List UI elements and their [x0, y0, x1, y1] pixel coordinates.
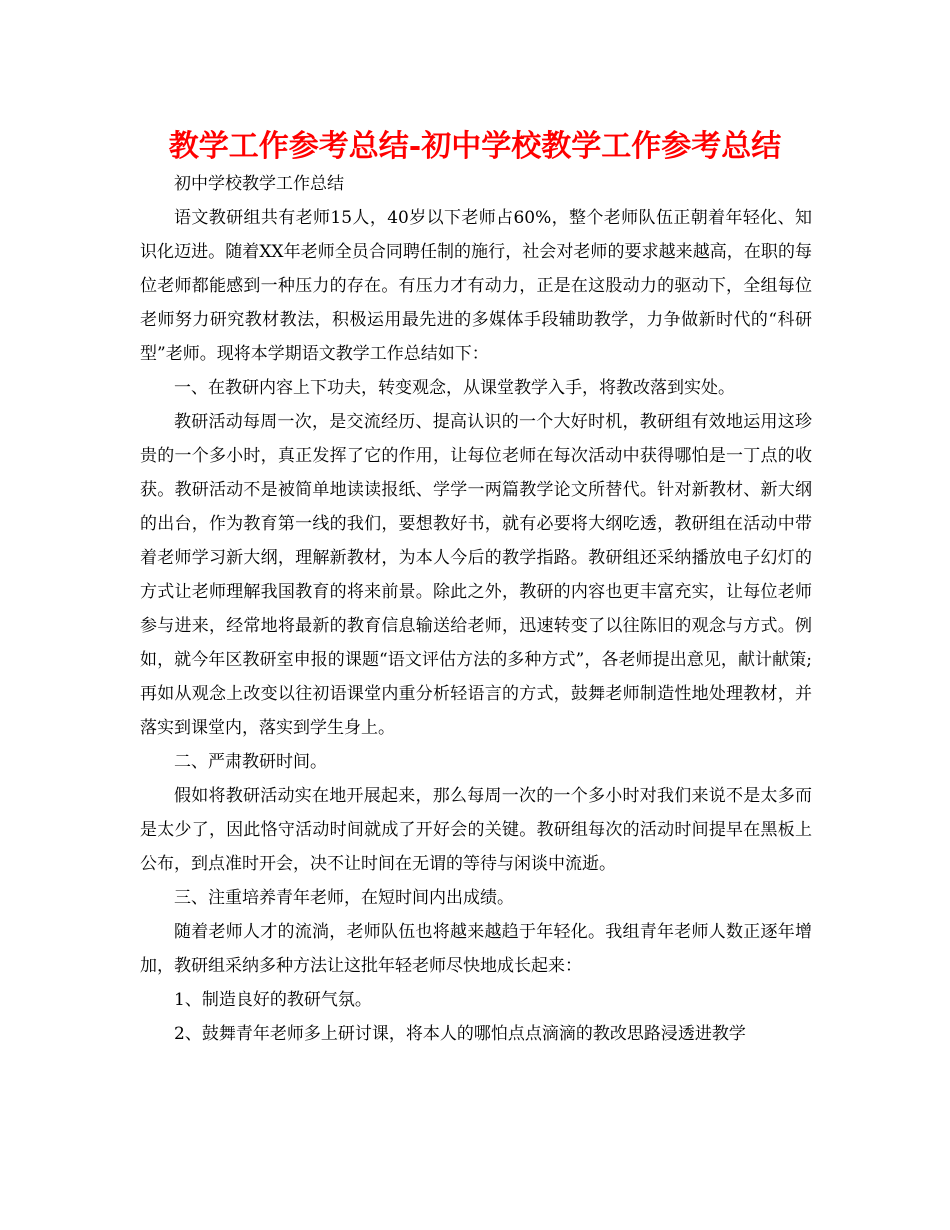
subtitle-paragraph: 初中学校教学工作总结 [174, 174, 344, 194]
list-item: 2、鼓舞青年老师多上研讨课，将本人的哪怕点点滴滴的教改思路浸透进教学 [174, 1024, 746, 1044]
section-heading-1: 一、在教研内容上下功夫，转变观念，从课堂教学入手，将教改落到实处。 [174, 378, 735, 398]
body-paragraph: 语文教研组共有老师15人，40岁以下老师占60%，整个老师队伍正朝着年轻化、知识化迈进。随着XX年老师全员合同聘任制的施行，社会对老师的要求越来越高，在职的每位老师都能感到一种压力的存在。有压力才有动力，正是在这股动力的驱动下，全组每位老师努力研究教材教法，积极运用最先进的多媒体手段辅助教学，力争做新时代的“科研型”老师。现将本学期语文教学工作总结如下： [140, 208, 812, 364]
document-body [140, 167, 812, 1051]
body-paragraph: 教研活动每周一次，是交流经历、提高认识的一个大好时机，教研组有效地运用这珍贵的一个多小时，真正发挥了它的作用，让每位老师在每次活动中获得哪怕是一丁点的收获。教研活动不是被简单地读读报纸、学学一两篇教学论文所替代。针对新教材、新大纲的出台，作为教育第一线的我们，要想教好书，就有必要将大纲吃透，教研组在活动中带着老师学习新大纲，理解新教材，为本人今后的教学指路。教研组还采纳播放电子幻灯的方式让老师理解我国教育的将来前景。除此之外，教研的内容也更丰富充实，让每位老师参与进来，经常地将最新的教育信息输送给老师，迅速转变了以往陈旧的观念与方式。例如，就今年区教研室申报的课题“语文评估方法的多种方式”，各老师提出意见，献计献策;再如从观念上改变以往初语课堂内重分析轻语言的方式，鼓舞老师制造性地处理教材，并落实到课堂内，落实到学生身上。 [140, 412, 812, 738]
section-heading-3: 三、注重培养青年老师，在短时间内出成绩。 [174, 888, 514, 908]
section-heading-2: 二、严肃教研时间。 [174, 752, 327, 772]
body-paragraph: 随着老师人才的流淌，老师队伍也将越来越趋于年轻化。我组青年老师人数正逐年增加，教研组采纳多种方法让这批年轻老师尽快地成长起来： [140, 922, 812, 976]
body-paragraph: 假如将教研活动实在地开展起来，那么每周一次的一个多小时对我们来说不是太多而是太少了，因此恪守活动时间就成了开好会的关键。教研组每次的活动时间提早在黑板上公布，到点准时开会，决不让时间在无谓的等待与闲谈中流逝。 [140, 786, 812, 874]
list-item: 1、制造良好的教研气氛。 [174, 990, 372, 1010]
document-title: 教学工作参考总结-初中学校教学工作参考总结 [168, 129, 782, 164]
